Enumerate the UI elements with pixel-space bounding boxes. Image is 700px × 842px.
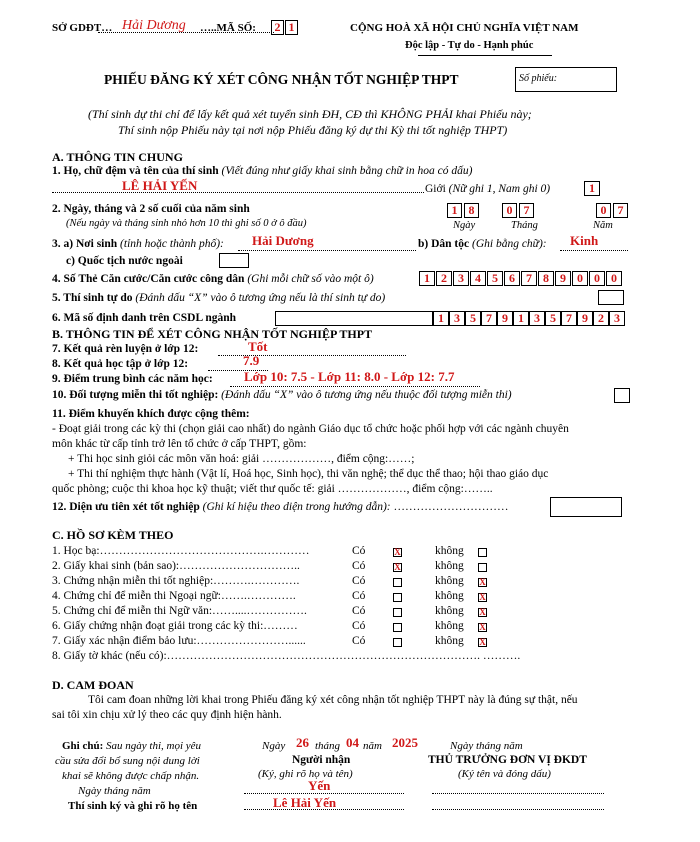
q11-text-2: môn khác từ cấp tỉnh trở lên tổ chức ở cấp THPT, gồm:	[52, 438, 307, 450]
q4-digit: 0	[572, 271, 588, 286]
receive-date-nam: năm	[363, 740, 382, 752]
section-b-heading: B. THÔNG TIN ĐỂ XÉT CÔNG NHẬN TỐT NGHIỆP THPT	[52, 327, 373, 341]
q4-row	[52, 273, 374, 285]
q3a-row	[52, 238, 224, 250]
khong-label: không	[435, 635, 464, 647]
q1-row	[52, 165, 472, 177]
q4-hint: (Ghi mỗi chữ số vào một ô)	[247, 273, 374, 285]
signer-left-name: Lê Hải Yến	[273, 795, 337, 810]
co-checkbox[interactable]	[393, 578, 402, 587]
cam-doan-text-2: sai tôi xin chịu xử lý theo các quy định hiện hành.	[52, 709, 282, 721]
receive-date-thang: tháng	[315, 740, 341, 752]
khong-checkbox[interactable]: X	[479, 607, 486, 617]
dob-digit: 8	[464, 203, 479, 218]
q5-checkbox[interactable]	[598, 290, 624, 305]
q6-digit: 9	[577, 311, 593, 326]
q6-label: 6. Mã số định danh trên CSDL ngành	[52, 312, 237, 324]
motto: Độc lập - Tự do - Hạnh phúc	[405, 40, 534, 51]
head-title: THỦ TRƯỞNG ĐƠN VỊ ĐKDT	[428, 754, 587, 766]
dob-digit: 7	[613, 203, 628, 218]
co-label: Có	[352, 605, 366, 617]
attachment-item-label: 2. Giấy khai sinh (bản sao):…………………………..	[52, 560, 300, 572]
receive-date-day: 26	[296, 735, 309, 750]
co-label: Có	[352, 590, 366, 602]
khong-label: không	[435, 605, 464, 617]
co-checkbox[interactable]	[393, 638, 402, 647]
co-checkbox[interactable]: X	[394, 562, 401, 572]
q12-hint: (Ghi kí hiệu theo diện trong hướng dẫn):	[202, 501, 391, 513]
dob-digit: 7	[519, 203, 534, 218]
dob-caption-day: Ngày	[453, 220, 476, 231]
q4-digit: 0	[606, 271, 622, 286]
q1-hint: (Viết đúng như giấy khai sinh bằng chữ in hoa có dấu)	[221, 165, 473, 177]
khong-label: không	[435, 560, 464, 572]
receive-date-year: 2025	[392, 735, 418, 750]
q6-empty-cells	[275, 311, 433, 326]
q12-label: 12. Diện ưu tiên xét tốt nghiệp	[52, 501, 200, 513]
q5-hint: (Đánh dấu “X” vào ô tương ứng nếu là thí sinh tự do)	[135, 292, 386, 304]
q2-label: 2. Ngày, tháng và 2 số cuối của năm sinh	[52, 203, 250, 215]
note-line-2: Thí sinh nộp Phiếu này tại nơi nộp Phiếu đăng ký dự thi Kỳ thi tốt nghiệp THPT)	[118, 123, 508, 137]
q4-digit: 9	[555, 271, 571, 286]
q6-digit: 2	[593, 311, 609, 326]
attachment-item-label: 3. Chứng nhận miễn thi tốt nghiệp:……….………….	[52, 575, 300, 587]
q3c-box[interactable]	[219, 253, 249, 268]
section-a-heading: A. THÔNG TIN CHUNG	[52, 150, 183, 164]
attachment-item-label: 6. Giấy chứng nhận đoạt giải trong các kỳ thi:………	[52, 620, 298, 632]
q6-digit: 3	[529, 311, 545, 326]
q8-label: 8. Kết quả học tập ở lớp 12:	[52, 358, 189, 370]
q5-label: 5. Thí sinh tự do	[52, 292, 133, 304]
q4-digit: 8	[538, 271, 554, 286]
q3c-label: c) Quốc tịch nước ngoài	[66, 255, 183, 267]
date-left: Ngày tháng năm	[78, 785, 151, 797]
receiver-hint: (Ký, ghi rõ họ và tên)	[258, 768, 353, 780]
khong-label: không	[435, 545, 464, 557]
receiver-title: Người nhận	[292, 754, 351, 766]
q10-checkbox[interactable]	[614, 388, 630, 403]
q10-label: 10. Đối tượng miễn thi tốt nghiệp:	[52, 389, 219, 401]
q6-digit: 9	[497, 311, 513, 326]
q12-box[interactable]	[550, 497, 622, 517]
section-d-heading: D. CAM ĐOAN	[52, 678, 134, 692]
q7-value: Tốt	[248, 339, 268, 354]
so-gddt-value: Hải Dương	[122, 18, 186, 33]
q11-text-4: + Thi thí nghiệm thực hành (Vật lí, Hoá học, Sinh học), thi văn nghệ; thể dục thể thao; hội thao giáo dục	[68, 468, 549, 480]
q4-digit: 2	[436, 271, 452, 286]
ma-so-digit: 1	[285, 20, 298, 35]
ghi-chu-line-1	[62, 740, 201, 752]
q12-row	[52, 501, 509, 513]
khong-label: không	[435, 575, 464, 587]
co-checkbox[interactable]: X	[394, 547, 401, 557]
q11-label: 11. Điểm khuyến khích được cộng thêm:	[52, 408, 250, 420]
signer-left: Thí sinh ký và ghi rõ họ tên	[68, 800, 198, 812]
ghi-chu-text-2: cầu sửa đổi bổ sung nội dung lời	[55, 755, 200, 767]
q6-digit: 7	[481, 311, 497, 326]
khong-checkbox[interactable]: X	[479, 592, 486, 602]
gioi-row	[425, 183, 550, 195]
q1-line	[52, 192, 424, 193]
q3b-row	[418, 238, 547, 250]
q3b-value: Kinh	[570, 233, 599, 248]
page-title: PHIẾU ĐĂNG KÝ XÉT CÔNG NHẬN TỐT NGHIỆP THPT	[104, 72, 459, 87]
q4-digit: 7	[521, 271, 537, 286]
ghi-chu-text-3: khai sẽ không được chấp nhận.	[62, 770, 200, 782]
head-hint: (Ký tên và đóng dấu)	[458, 768, 551, 780]
q4-digit: 4	[470, 271, 486, 286]
q4-digit: 0	[589, 271, 605, 286]
dob-caption-month: Tháng	[511, 220, 538, 231]
q4-digit: 1	[419, 271, 435, 286]
q7-label: 7. Kết quả rèn luyện ở lớp 12:	[52, 343, 199, 355]
date-right: Ngày tháng năm	[450, 740, 523, 752]
section-c-heading: C. HỒ SƠ KÈM THEO	[52, 528, 174, 542]
ma-so-digit: 2	[271, 20, 284, 35]
q2-hint: (Nếu ngày và tháng sinh nhỏ hơn 10 thì ghi số 0 ở ô đầu)	[66, 218, 307, 229]
q6-digit: 3	[449, 311, 465, 326]
dob-caption-year: Năm	[593, 220, 613, 231]
co-label: Có	[352, 545, 366, 557]
khong-checkbox[interactable]	[478, 548, 487, 557]
receiver-signature: Yến	[308, 778, 331, 793]
q1-label: 1. Họ, chữ đệm và tên của thí sinh	[52, 165, 219, 177]
q3a-hint: (tỉnh hoặc thành phố):	[120, 238, 224, 250]
q8-value: 7.9	[243, 353, 260, 368]
co-checkbox[interactable]	[393, 623, 402, 632]
q6-digit: 7	[561, 311, 577, 326]
co-label: Có	[352, 635, 366, 647]
co-label: Có	[352, 620, 366, 632]
ghi-chu-label: Ghi chú:	[62, 740, 104, 752]
ma-so-label: …..MÃ SỐ:	[200, 22, 256, 34]
so-phieu-label: Số phiếu:	[519, 73, 558, 84]
q12-dots: …………………………	[393, 501, 509, 513]
head-sign-line	[432, 793, 604, 794]
gioi-hint: (Nữ ghi 1, Nam ghi 0)	[448, 183, 551, 195]
country-name: CỘNG HOÀ XÃ HỘI CHỦ NGHĨA VIỆT NAM	[350, 22, 579, 34]
q3b-line	[560, 250, 628, 251]
co-label: Có	[352, 575, 366, 587]
q6-digit: 1	[433, 311, 449, 326]
attachment-item-label: 7. Giấy xác nhận điểm bảo lưu:……………………......	[52, 635, 306, 647]
khong-checkbox[interactable]: X	[479, 577, 486, 587]
khong-checkbox[interactable]: X	[479, 622, 486, 632]
q11-text-5: quốc phòng; cuộc thi khoa học kỹ thuật; viết thư quốc tế: giải ………………, điểm cộng:……..	[52, 483, 493, 495]
receive-date-month: 04	[346, 735, 359, 750]
attachment-item-label: 5. Chứng chỉ để miễn thi Ngữ văn:……....…………….	[52, 605, 307, 617]
khong-checkbox[interactable]: X	[479, 637, 486, 647]
co-label: Có	[352, 560, 366, 572]
dob-digit: 0	[596, 203, 611, 218]
ghi-chu-text-1: Sau ngày thi, mọi yêu	[106, 740, 202, 752]
q6-digit: 1	[513, 311, 529, 326]
co-checkbox[interactable]	[393, 608, 402, 617]
q3a-line	[238, 250, 416, 251]
so-gddt-label: SỞ GDĐT…	[52, 22, 113, 34]
q10-row	[52, 389, 512, 401]
so-phieu-box	[515, 67, 617, 92]
q3b-hint: (Ghi bằng chữ):	[472, 238, 547, 250]
q3b-label: b) Dân tộc	[418, 238, 470, 250]
q11-text-3: + Thi học sinh giỏi các môn văn hoá: giải ………………, điểm cộng:……;	[68, 453, 415, 465]
q5-row	[52, 292, 385, 304]
khong-checkbox[interactable]	[478, 563, 487, 572]
q6-digit: 5	[465, 311, 481, 326]
co-checkbox[interactable]	[393, 593, 402, 602]
gioi-value: 1	[584, 181, 600, 196]
receive-date-ngay: Ngày	[262, 740, 286, 752]
q4-digit: 6	[504, 271, 520, 286]
motto-underline	[418, 55, 552, 56]
khong-label: không	[435, 590, 464, 602]
attachment-item-label: 4. Chứng chỉ để miễn thi Ngoại ngữ:…….………….	[52, 590, 296, 602]
q9-value: Lớp 10: 7.5 - Lớp 11: 8.0 - Lớp 12: 7.7	[244, 369, 455, 384]
attachment-item-label: 1. Học bạ:…………………………………….…………	[52, 545, 310, 557]
gioi-label: Giới	[425, 183, 446, 195]
q4-label: 4. Số Thẻ Căn cước/Căn cước công dân	[52, 273, 245, 285]
cam-doan-text-1: Tôi cam đoan những lời khai trong Phiếu đăng ký xét công nhận tốt nghiệp THPT này là đúng sự thật, nếu	[88, 694, 578, 706]
q10-hint: (Đánh dấu “X” vào ô tương ứng nếu thuộc đối tượng miễn thi)	[221, 389, 512, 401]
attachment-item-8: 8. Giấy tờ khác (nếu có):………………………………………………………………………. ……….	[52, 650, 521, 662]
q1-value: LÊ HẢI YẾN	[122, 178, 198, 193]
note-line-1: (Thí sinh dự thi chỉ để lấy kết quả xét tuyển sinh ĐH, CĐ thì KHÔNG PHẢI khai Phiếu này;	[88, 107, 532, 121]
q3a-value: Hải Dương	[252, 233, 314, 248]
q3a-label: 3. a) Nơi sinh	[52, 238, 118, 250]
q6-digit: 3	[609, 311, 625, 326]
dob-digit: 0	[502, 203, 517, 218]
q9-line	[230, 386, 480, 387]
q4-digit: 5	[487, 271, 503, 286]
dob-digit: 1	[447, 203, 462, 218]
head-name-line	[432, 809, 604, 810]
q4-digit: 3	[453, 271, 469, 286]
q9-label: 9. Điểm trung bình các năm học:	[52, 373, 213, 385]
khong-label: không	[435, 620, 464, 632]
q6-digit: 5	[545, 311, 561, 326]
q11-text-1: - Đoạt giải trong các kỳ thi (chọn giải cao nhất) do ngành Giáo dục tổ chức hoặc phối hợp với các ngành chuyên	[52, 423, 569, 435]
